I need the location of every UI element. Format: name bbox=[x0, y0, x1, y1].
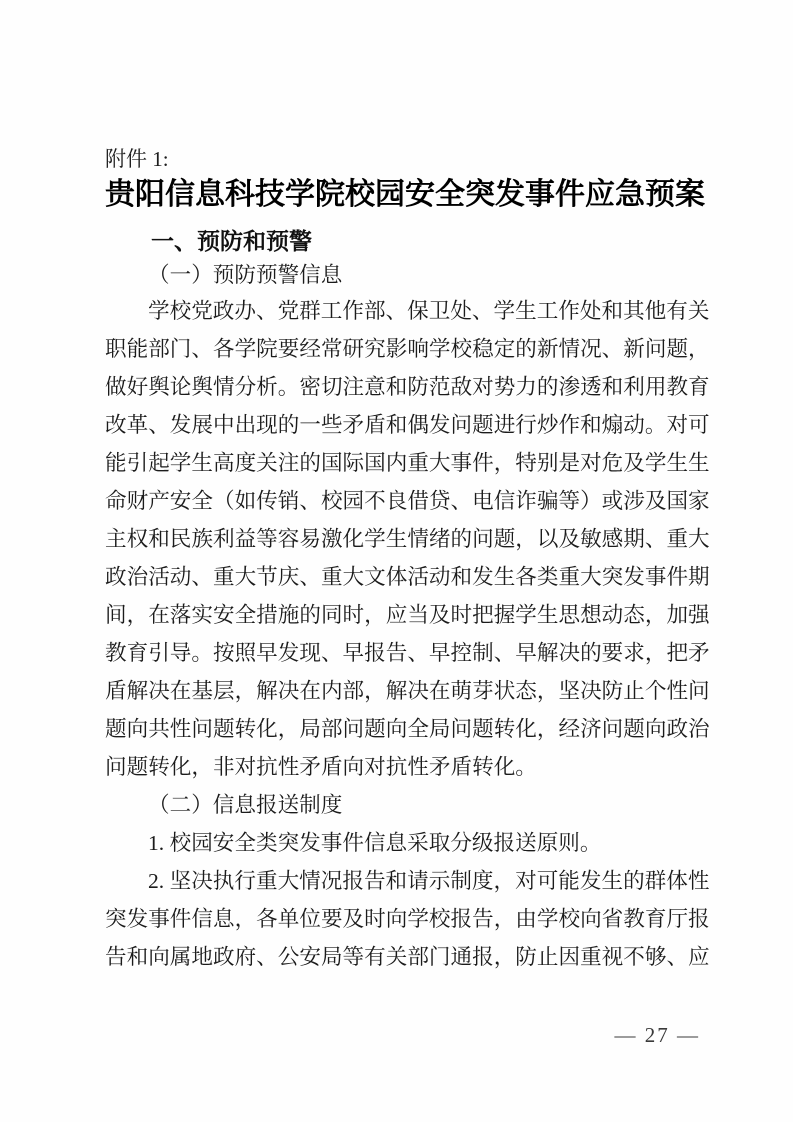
attachment-label: 附件 1: bbox=[105, 147, 169, 171]
body-line: 2. 坚决执行重大情况报告和请示制度，对可能发生的群体性 bbox=[148, 869, 710, 893]
body-line: 盾解决在基层，解决在内部，解决在萌芽状态，坚决防止个性问 bbox=[105, 679, 710, 703]
body-line: 教育引导。按照早发现、早报告、早控制、早解决的要求，把矛 bbox=[105, 641, 710, 665]
subsection-heading-warning-info: （一）预防预警信息 bbox=[148, 263, 343, 287]
paragraph-report-item-2 bbox=[105, 862, 712, 976]
body-line: 改革、发展中出现的一些矛盾和偶发问题进行炒作和煽动。对可 bbox=[105, 413, 710, 437]
document-content bbox=[105, 146, 712, 976]
body-line: 做好舆论舆情分析。密切注意和防范敌对势力的渗透和利用教育 bbox=[105, 375, 710, 399]
page-number: — 27 — bbox=[614, 1023, 700, 1047]
body-line: 1. 校园安全类突发事件信息采取分级报送原则。 bbox=[148, 831, 602, 855]
body-line: 主权和民族利益等容易激化学生情绪的问题，以及敏感期、重大 bbox=[105, 527, 710, 551]
body-line: 政治活动、重大节庆、重大文体活动和发生各类重大突发事件期 bbox=[105, 565, 710, 589]
body-line: 间，在落实安全措施的同时，应当及时把握学生思想动态，加强 bbox=[105, 603, 710, 627]
body-line: 命财产安全（如传销、校园不良借贷、电信诈骗等）或涉及国家 bbox=[105, 489, 710, 513]
paragraph-report-item-1 bbox=[105, 824, 712, 862]
body-line: 题向共性问题转化，局部问题向全局问题转化，经济问题向政治 bbox=[105, 717, 710, 741]
body-line: 问题转化，非对抗性矛盾向对抗性矛盾转化。 bbox=[105, 755, 537, 779]
document-title: 贵阳信息科技学院校园安全突发事件应急预案 bbox=[105, 178, 705, 211]
body-line: 职能部门、各学院要经常研究影响学校稳定的新情况、新问题， bbox=[105, 337, 710, 361]
body-line: 能引起学生高度关注的国际国内重大事件，特别是对危及学生生 bbox=[105, 451, 710, 475]
body-line: 突发事件信息，各单位要及时向学校报告，由学校向省教育厅报 bbox=[105, 907, 710, 931]
body-line: 告和向属地政府、公安局等有关部门通报，防止因重视不够、应 bbox=[105, 945, 710, 969]
section-heading-prevention: 一、预防和预警 bbox=[151, 228, 312, 254]
paragraph-warning-info bbox=[105, 292, 712, 786]
subsection-heading-report-system: （二）信息报送制度 bbox=[148, 793, 343, 817]
body-line: 学校党政办、党群工作部、保卫处、学生工作处和其他有关 bbox=[148, 299, 710, 323]
